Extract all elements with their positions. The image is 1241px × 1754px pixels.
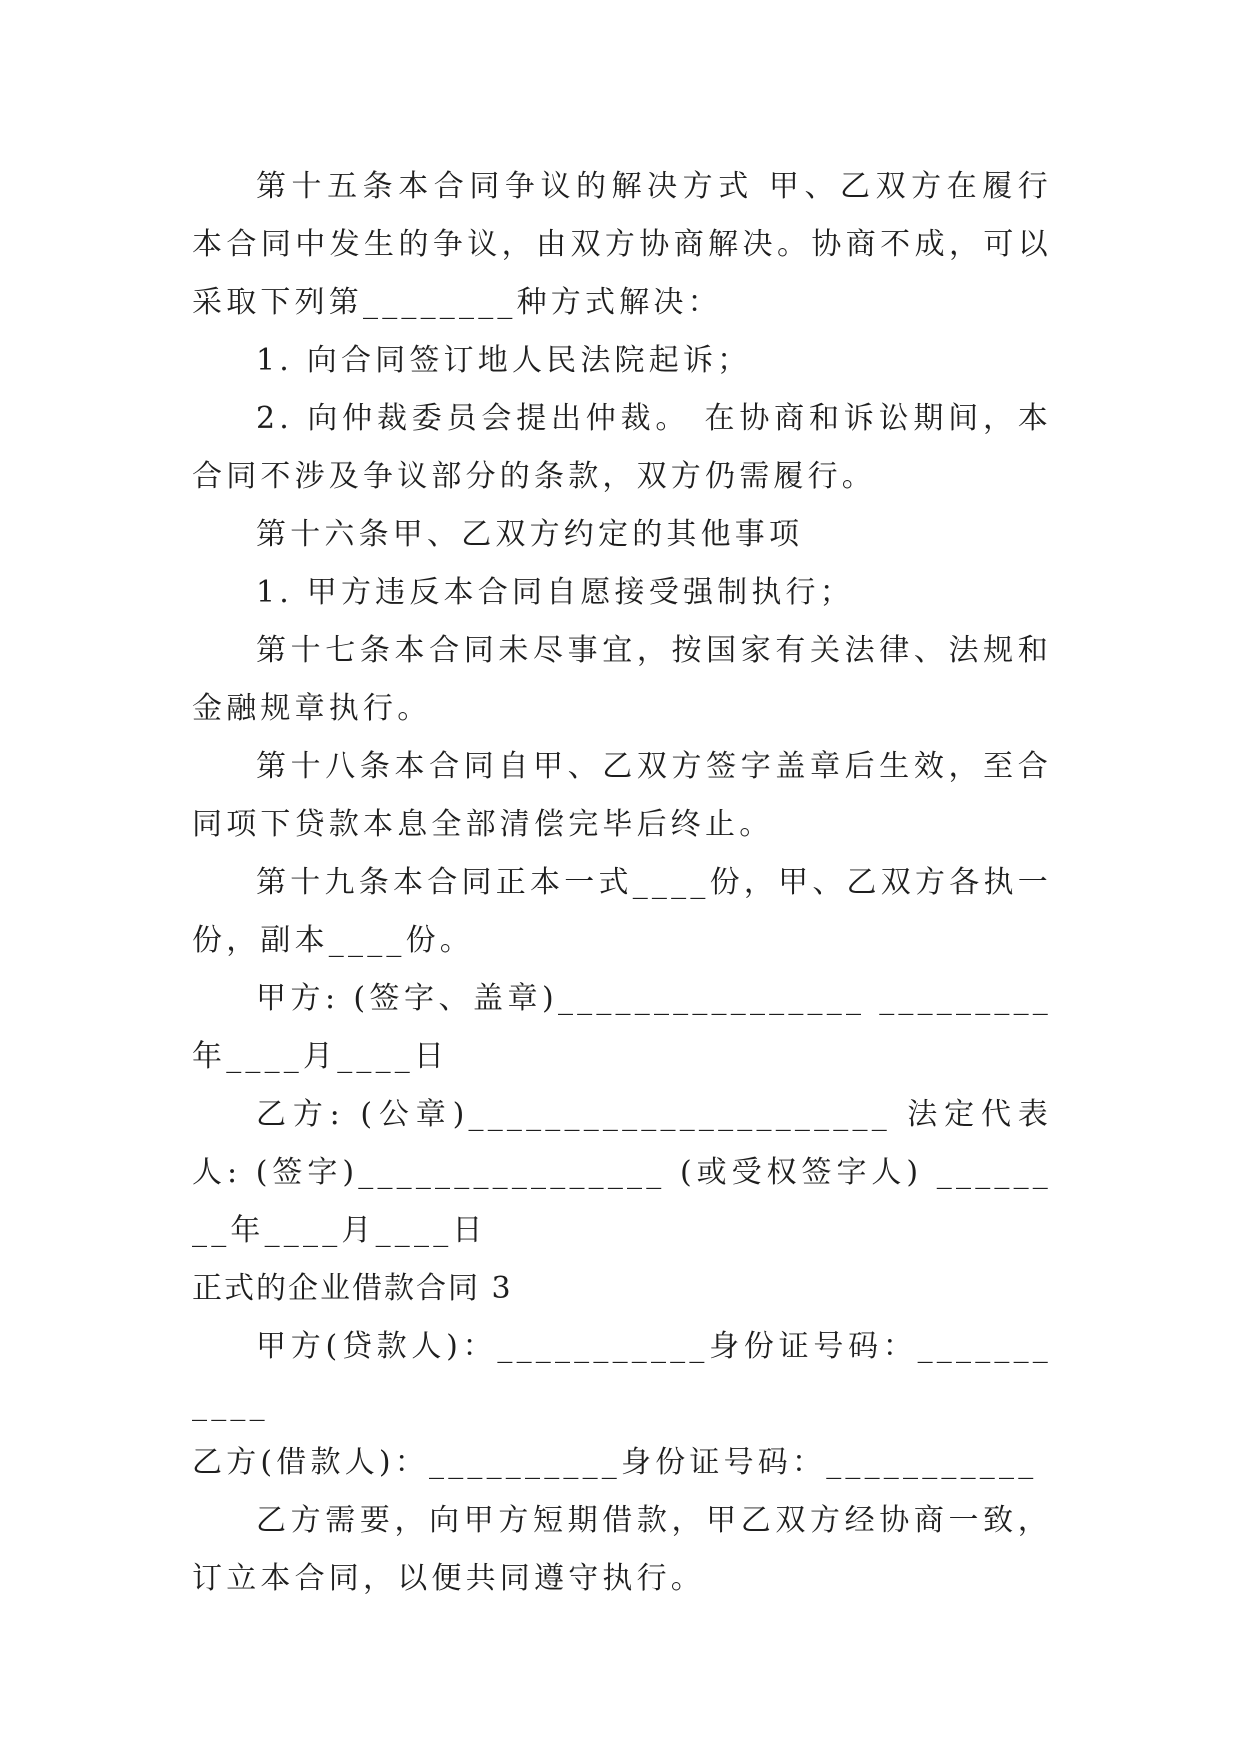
party-b-signature-line: 乙方: (公章)______________________ 法定代表人: (签字)________________ (或受权签字人) ________年____月____日 [192, 1097, 1052, 1248]
party-a-signature-line: 甲方: (签字、盖章)________________ _________年____月____日 [192, 981, 1052, 1074]
clause-15-option-2: 2. 向仲裁委员会提出仲裁。 在协商和诉讼期间，本合同不涉及争议部分的条款，双方仍需履行。 [192, 401, 1052, 494]
borrower-id-line: 乙方(借款人)：__________身份证号码：___________ [192, 1445, 1038, 1480]
clause-15-option-1: 1. 向合同签订地人民法院起诉； [256, 343, 752, 378]
clause-16-other-matters: 第十六条甲、乙双方约定的其他事项 [256, 517, 804, 552]
loan-purpose-paragraph: 乙方需要，向甲方短期借款，甲乙双方经协商一致，订立本合同，以便共同遵守执行。 [192, 1503, 1052, 1596]
clause-18-effective-date: 第十八条本合同自甲、乙双方签字盖章后生效，至合同项下贷款本息全部清偿完毕后终止。 [192, 749, 1052, 842]
document-body [192, 158, 1052, 1608]
clause-17-unresolved-matters: 第十七条本合同未尽事宜，按国家有关法律、法规和金融规章执行。 [192, 633, 1052, 726]
clause-16-item-1: 1. 甲方违反本合同自愿接受强制执行； [256, 575, 854, 610]
lender-id-line: 甲方(贷款人)：___________身份证号码：___________ [192, 1329, 1052, 1422]
clause-19-copies: 第十九条本合同正本一式____份，甲、乙双方各执一份，副本____份。 [192, 865, 1052, 958]
section-heading: 正式的企业借款合同 3 [192, 1271, 513, 1306]
clause-15-dispute-resolution: 第十五条本合同争议的解决方式 甲、乙双方在履行本合同中发生的争议，由双方协商解决。协商不成，可以采取下列第________种方式解决： [192, 169, 1052, 320]
